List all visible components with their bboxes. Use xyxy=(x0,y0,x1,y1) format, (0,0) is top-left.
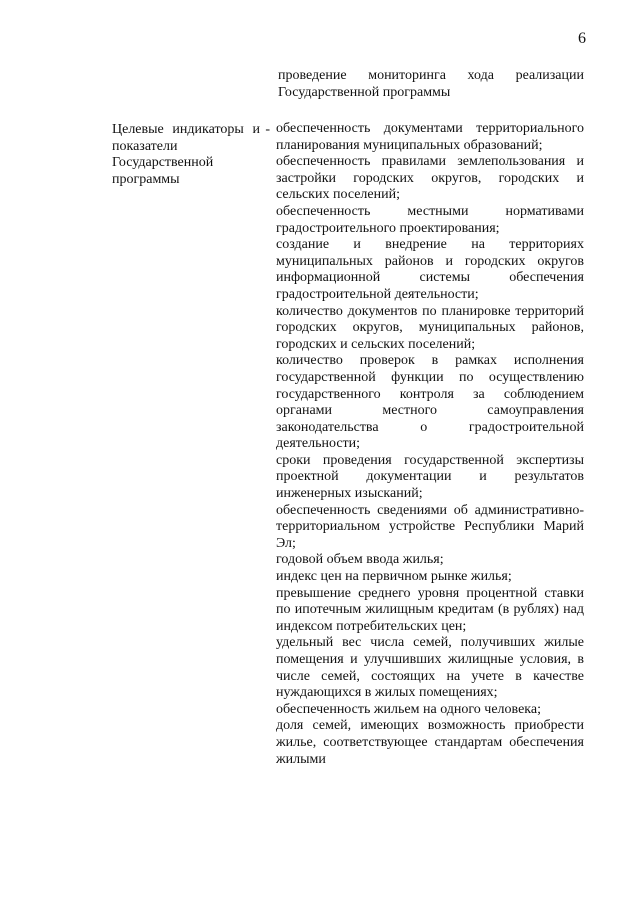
indicator-item: удельный вес числа семей, получивших жилые помещения и улучшивших жилищные условия, в числе семей, состоящих на учете в качестве нуждающихся в жилых помещениях; xyxy=(276,635,584,701)
indicator-item: превышение среднего уровня процентной ставки по ипотечным жилищным кредитам (в рублях) над индексом потребительских цен; xyxy=(276,585,584,634)
intro-line: проведение мониторинга хода реализации Государственной программы xyxy=(278,68,584,100)
indicator-item: обеспеченность местными нормативами градостроительного проектирования; xyxy=(276,203,584,236)
indicator-item: обеспеченность правилами землепользования и застройки городских округов, городских и сельских поселений; xyxy=(276,154,584,203)
indicator-item: доля семей, имеющих возможность приобрести жилье, соответствующее стандартам обеспечения жилыми xyxy=(276,718,584,767)
indicator-item: годовой объем ввода жилья; xyxy=(276,552,444,568)
indicator-item: количество документов по планировке территорий городских округов, муниципальных районов, городских и сельских поселений; xyxy=(276,303,584,352)
section-label-block xyxy=(112,122,270,188)
section-label-row xyxy=(112,122,270,188)
section-dash: - xyxy=(265,122,270,137)
indicator-item: сроки проведения государственной экспертизы проектной документации и результатов инженерных изысканий; xyxy=(276,452,584,502)
page-number: 6 xyxy=(578,30,586,47)
indicator-item: индекс цен на первичном рынке жилья; xyxy=(276,569,512,585)
indicator-item: создание и внедрение на территориях муниципальных районов и городских округов информационной системы обеспечения градостроительной деятельности; xyxy=(276,237,584,302)
indicator-item: обеспеченность сведениями об административно-территориальном устройстве Республики Марий Эл; xyxy=(276,502,584,551)
indicator-item: количество проверок в рамках исполнения государственной функции по осуществлению государственного контроля за соблюдением органами местного самоуправления законодательства о градостроительной деятельности; xyxy=(276,353,584,452)
section-label: Целевые индикаторы и показатели Государственной программы xyxy=(112,122,260,187)
indicator-list xyxy=(276,121,584,768)
indicator-item: обеспеченность жильем на одного человека; xyxy=(276,701,541,717)
indicator-item: обеспеченность документами территориального планирования муниципальных образований; xyxy=(276,121,584,153)
